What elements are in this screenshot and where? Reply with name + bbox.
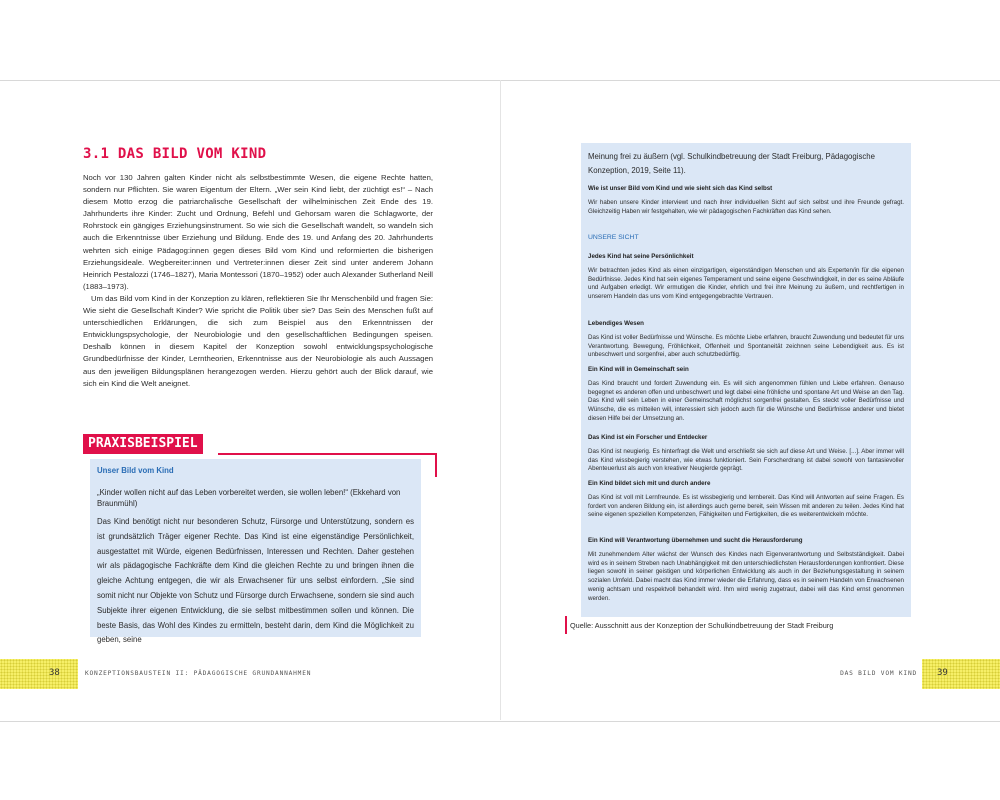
page-number-tab-right: [922, 659, 1000, 689]
source-citation: Quelle: Ausschnitt aus der Konzeption der Schulkindbetreuung der Stadt Freiburg: [570, 621, 834, 630]
concept-box: [581, 143, 911, 617]
praxis-rule-horizontal: [218, 453, 436, 455]
running-head-right: DAS BILD VOM KIND: [840, 670, 917, 677]
concept-intro: [588, 184, 904, 216]
chapter-title: 3.1 DAS BILD VOM KIND: [83, 146, 267, 162]
body-text: [83, 172, 433, 390]
concept-section-heading: Lebendiges Wesen: [588, 320, 644, 327]
concept-section-text: Das Kind ist voller Bedürfnisse und Wünsche. Es möchte Liebe erfahren, braucht Zuwendung und bedeutet für uns Verantwortung. Bewegung, Fröhlichkeit, Offenheit und Spontaneität zeichnen seine Lebendigkeit aus. Es ist unbeschwert und sorgenfrei, aber auch schutzbedürftig.: [588, 334, 904, 359]
concept-section-heading: Ein Kind will in Gemeinschaft sein: [588, 366, 689, 373]
concept-intro-heading: Wie ist unser Bild vom Kind und wie sieht sich das Kind selbst: [588, 185, 773, 192]
concept-section-heading: Ein Kind bildet sich mit und durch andere: [588, 480, 711, 487]
page-number-left: 38: [49, 668, 60, 678]
source-rule: [565, 616, 567, 634]
concept-section: [588, 319, 904, 360]
concept-accent-heading: UNSERE SICHT: [588, 234, 639, 241]
concept-section-heading: Jedes Kind hat seine Persönlichkeit: [588, 253, 694, 260]
running-head-left: KONZEPTIONSBAUSTEIN II: PÄDAGOGISCHE GRUNDANNAHMEN: [85, 670, 312, 677]
praxis-box-quote: „Kinder wollen nicht auf das Leben vorbereitet werden, sie wollen leben!“ (Ekkehard von Braunmühl): [97, 488, 401, 508]
concept-intro-text: Wir haben unsere Kinder interviewt und nach ihrer individuellen Sicht auf sich selbst und ihre Freunde gefragt. Gleichzeitig Haben wir festgehalten, wie wir pädagogischen Fachkräften das Kind sehen.: [588, 199, 904, 215]
praxis-label: PRAXISBEISPIEL: [83, 434, 203, 454]
praxis-box-body: Das Kind benötigt nicht nur besonderen Schutz, Fürsorge und Unterstützung, sondern es ist grundsätzlich Träger eigener Rechte. Das Kind ist eine eigenständige Persönlichkeit, ausgestattet mit Würde, eigenen Bedürfnissen, Interessen und Rechten. Daher gestehen wir als pädagogische Fachkräfte dem Kind die gleichen Rechte zu und bringen ihnen die gleiche Achtung entgegen, die wir als Erwachsener für uns selbst einfordern. „Sie sind somit nicht nur Objekte von Schutz und Fürsorge durch Erwachsene, sondern sie sind auch Subjekte ihrer eigenen Entwicklung, die sie selbst mitbestimmen sollen und können. Die beste Basis, das Wohl des Kindes zu ermitteln, besteht darin, dem Kind die Möglichkeit zu geben, seine: [97, 517, 414, 645]
praxis-rule-vertical: [435, 453, 437, 477]
page-number-tab-left: [0, 659, 78, 689]
concept-section-heading: Ein Kind will Verantwortung übernehmen und sucht die Herausforderung: [588, 537, 803, 544]
concept-section-text: Wir betrachten jedes Kind als einen einzigartigen, eigenständigen Menschen und als Experten/in für die eigenen Bedürfnisse. Jedes Kind hat sein eigenes Temperament und seine eigene Geschwindigkeit, in der es seine Abläufe und Aufgaben erledigt. Wir ermutigen die Kinder, ehrlich und frei ihre Meinung zu äußern, und rechtfertigen in unserem Handeln das uns vom Kind entgegengebrachte Vertrauen.: [588, 267, 904, 301]
page-number-right: 39: [937, 668, 948, 678]
page-gutter: [500, 80, 501, 720]
body-paragraph: Noch vor 130 Jahren galten Kinder nicht als selbstbestimmte Wesen, die eigene Rechte hatten, sondern nur Pflichten. Sie waren Eigentum der Eltern. „Wer sein Kind liebt, der züchtigt es!“ – Nach diesem Motto erzog die patriarchalische Gesellschaft der wilhelminischen Zeit Ende des 19. Jahrhunderts ihre Kinder: Zucht und Ordnung, Befehl und Gehorsam waren die Schlagworte, der Rohrstock ein gängiges Erziehungsinstrument. So wie sich die Gesellschaft wandelt, so wandeln sich auch die Erkenntnisse über Erziehung und Bildung. Ende des 19. und Anfang des 20. Jahrhunderts wehrten sich einige Pädagog:innen gegen dieses Bild vom Kind und reformierten die bisherigen Erziehungsideale. Wegbereiter:innen und Vertreter:innen dieser Zeit sind unter anderem Johann Heinrich Pestalozzi (1746–1827), Maria Montessori (1870–1952) oder auch Alexander Sutherland Neill (1883–1973).: [83, 173, 433, 291]
concept-continuation: Meinung frei zu äußern (vgl. Schulkindbetreuung der Stadt Freiburg, Pädagogische Konzeption, 2019, Seite 11).: [588, 152, 875, 175]
concept-section: [588, 365, 904, 424]
concept-section: [588, 433, 904, 474]
concept-section: [588, 536, 904, 603]
concept-section-text: Mit zunehmendem Alter wächst der Wunsch des Kindes nach Eigenverantwortung und Selbstständigkeit. Dabei wird es in seinem Streben nach Unabhängigkeit mit den unterschiedlichsten Herausforderungen konfrontiert. Diese liegen sowohl in seiner geistigen und körperlichen Entwicklung als auch in der Beziehungsgestaltung in seinem sozialen Umfeld. Dabei macht das Kind immer wieder die Erfahrung, dass es in seinem Handeln von Erwachsenen wenig achtsam und respektvoll behandelt wird. Ihm wird wenig zugetraut, dabei will das Kind ernst genommen werden.: [588, 551, 904, 602]
concept-section-heading: Das Kind ist ein Forscher und Entdecker: [588, 434, 708, 441]
concept-section-text: Das Kind ist voll mit Lernfreunde. Es ist wissbegierig und lernbereit. Das Kind will Antworten auf seine Fragen. Es fordert von anderen Bildung ein, ist allerdings auch gerne bereit, sein Wissen mit anderen zu teilen. Jedes Kind hat seine eigenen speziellen Kompetenzen, Fähigkeiten und Fertigkeiten, die es weiterentwickeln möchte.: [588, 494, 904, 519]
body-paragraph: Um das Bild vom Kind in der Konzeption zu klären, reflektieren Sie Ihr Menschenbild und fragen Sie: Wie sieht die Gesellschaft Kinder? Wie spricht die Politik über sie? Das Sein des Menschen fußt auf unterschiedlichen Erklärungen, die sich zum Beispiel aus den Erkenntnissen der Entwicklungspsychologie, der Neurobiologie und den gesellschaftlichen Bedingungen speisen. Deshalb können in diesem Kapitel der Konzeption sowohl entwicklungspsychologische Grundbedürfnisse der Kinder, Lerntheorien, Erkenntnisse aus der Neurobiologie als auch Aussagen aus den jeweiligen Bildungsplänen herangezogen werden. Hierzu gehört auch der Blick darauf, wie sich ein Kind die Welt aneignet.: [83, 293, 433, 388]
praxis-box-title: Unser Bild vom Kind: [97, 466, 174, 475]
concept-section-text: Das Kind ist neugierig. Es hinterfragt die Welt und erschließt sie sich auf diese Art und Weise. [...]. Aber immer will das Kind wissbegierig verstehen, wie etwas funktioniert. Sein Forscherdrang ist dabei sowohl von fantasievoller Abenteuerlust als auch von kreativer Neugierde geprägt.: [588, 448, 904, 473]
praxis-box: [90, 459, 421, 645]
concept-section-text: Das Kind braucht und fordert Zuwendung ein. Es will sich angenommen fühlen und Liebe erfahren. Genauso begegnet es anderen offen und unbeschwert und legt dabei eine fröhliche und spontane Art und Weise an den Tag. Das Kind will sein Leben in einer Gemeinschaft möglichst sorgenfrei gestalten. Es steckt voller Bedürfnisse und Wünsche, die es mitteilen will, interessiert sich jedoch auch für die Wünsche und Bedürfnisse anderer und bietet diesen Hilfe bei der Umsetzung an.: [588, 380, 904, 422]
concept-section: [588, 252, 904, 302]
concept-section: [588, 479, 904, 520]
